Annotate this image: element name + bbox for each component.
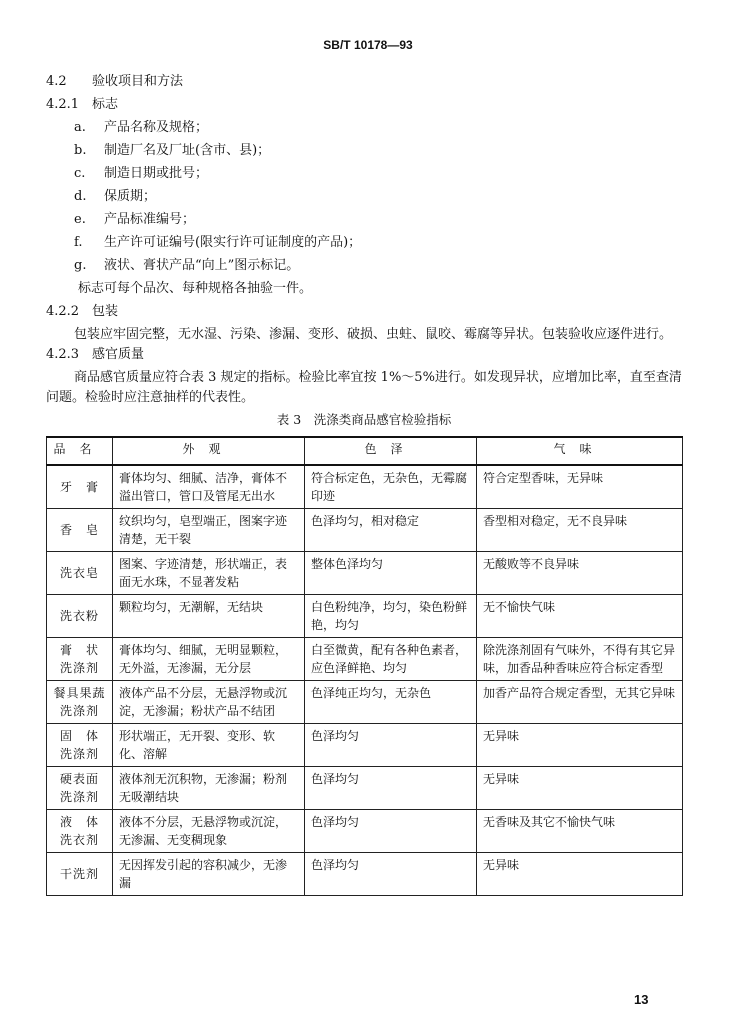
table-row <box>47 723 683 766</box>
list-item-text: 制造厂名及厂址(含市、县)； <box>104 143 271 158</box>
table-cell: 色泽纯正均匀，无杂色 <box>305 680 477 723</box>
list-item-text: 生产许可证编号(限实行许可证制度的产品)； <box>104 235 362 250</box>
list-item-label: f. <box>74 235 83 250</box>
table-cell: 白至微黄，配有各种色素者，应色泽鲜艳、均匀 <box>305 637 477 680</box>
table-row <box>47 637 683 680</box>
table-cell: 无酸败等不良异味 <box>477 551 683 594</box>
section-number: 4.2.3 <box>46 347 80 363</box>
section-title: 验收项目和方法 <box>92 74 184 89</box>
table-body <box>47 465 683 896</box>
document-body <box>46 72 682 896</box>
section-title: 包装 <box>92 304 119 319</box>
table-row <box>47 809 683 852</box>
list-item-text: 保质期； <box>104 189 157 204</box>
table-row <box>47 680 683 723</box>
table-row <box>47 551 683 594</box>
table-caption: 表 3 洗涤类商品感官检验指标 <box>276 412 452 428</box>
list-item-label: g. <box>74 258 87 273</box>
list-item-label: c. <box>74 166 86 181</box>
table-cell: 图案、字迹清楚，形状端正，表面无水珠，不显著发粘 <box>113 551 305 594</box>
table-cell: 颗粒均匀，无潮解，无结块 <box>113 594 305 637</box>
table-cell: 无香味及其它不愉快气味 <box>477 809 683 852</box>
section-4-2-3 <box>46 345 682 368</box>
list-item <box>46 187 682 210</box>
table-cell: 色泽均匀 <box>305 723 477 766</box>
table-cell: 无因挥发引起的容积减少，无渗漏 <box>113 852 305 895</box>
table-cell: 液体不分层，无悬浮物或沉淀，无渗漏、无变稠现象 <box>113 809 305 852</box>
table-cell: 液体剂无沉积物，无渗漏；粉剂无吸潮结块 <box>113 766 305 809</box>
column-header: 外观 <box>113 437 305 465</box>
list-item-label: d. <box>74 189 87 204</box>
table-header-row <box>47 437 683 465</box>
sensory-inspection-table <box>46 436 683 896</box>
section-number: 4.2 <box>46 74 67 89</box>
list-item-text: 产品标准编号； <box>104 212 196 227</box>
table-cell: 膏体均匀、细腻、洁净，膏体不溢出管口，管口及管尾无出水 <box>113 465 305 509</box>
section-number: 4.2.1 <box>46 97 80 112</box>
product-name-cell: 洗衣粉 <box>47 594 113 637</box>
product-name-cell: 固 体 洗涤剂 <box>47 723 113 766</box>
table-cell: 符合标定色，无杂色，无霉腐印迹 <box>305 465 477 509</box>
product-name-cell: 洗衣皂 <box>47 551 113 594</box>
column-header: 气味 <box>477 437 683 465</box>
table-cell: 无异味 <box>477 723 683 766</box>
table-row <box>47 508 683 551</box>
list-item-label: e. <box>74 212 86 227</box>
table-cell: 除洗涤剂固有气味外，不得有其它异味，加香品种香味应符合标定香型 <box>477 637 683 680</box>
table-cell: 色泽均匀 <box>305 809 477 852</box>
marking-list <box>46 118 682 279</box>
list-item-label: b. <box>74 143 87 158</box>
section-4-2 <box>46 72 682 95</box>
table-cell: 香型相对稳定，无不良异味 <box>477 508 683 551</box>
table-cell: 纹织均匀，皂型端正，图案字迹清楚，无干裂 <box>113 508 305 551</box>
list-item-text: 产品名称及规格； <box>104 120 209 135</box>
list-item <box>46 256 682 279</box>
list-item-text: 液状、膏状产品“向上”图示标记。 <box>104 258 300 273</box>
sensory-paragraph: 商品感官质量应符合表 3 规定的指标。检验比率宜按 1%～5%进行。如发现异状，应增加比率，直至查清问题。检验时应注意抽样的代表性。 <box>46 370 682 406</box>
packaging-paragraph: 包装应牢固完整，无水湿、污染、渗漏、变形、破损、虫蛀、鼠咬、霉腐等异状。包装验收应逐件进行。 <box>74 327 673 342</box>
product-name-cell: 干洗剂 <box>47 852 113 895</box>
list-item <box>46 164 682 187</box>
product-name-cell: 餐具果蔬 洗涤剂 <box>47 680 113 723</box>
list-item <box>46 118 682 141</box>
table-cell: 加香产品符合规定香型，无其它异味 <box>477 680 683 723</box>
table-cell: 膏体均匀、细腻，无明显颗粒，无外溢，无渗漏，无分层 <box>113 637 305 680</box>
product-name-cell: 硬表面 洗涤剂 <box>47 766 113 809</box>
list-item-label: a. <box>74 120 86 135</box>
column-header: 品名 <box>47 437 113 465</box>
table-row <box>47 465 683 509</box>
section-title: 感官质量 <box>92 347 145 363</box>
list-item <box>46 233 682 256</box>
marking-note: 标志可每个品次、每种规格各抽验一件。 <box>78 281 313 296</box>
table-cell: 整体色泽均匀 <box>305 551 477 594</box>
table-cell: 无异味 <box>477 766 683 809</box>
table-cell: 形状端正，无开裂、变形、软化、溶解 <box>113 723 305 766</box>
table-row <box>47 594 683 637</box>
list-item-text: 制造日期或批号； <box>104 166 209 181</box>
section-title: 标志 <box>92 97 119 112</box>
section-4-2-2 <box>46 302 682 325</box>
table-cell: 符合定型香味，无异味 <box>477 465 683 509</box>
list-item <box>46 141 682 164</box>
product-name-cell: 香 皂 <box>47 508 113 551</box>
table-row <box>47 766 683 809</box>
table-cell: 液体产品不分层，无悬浮物或沉淀，无渗漏；粉状产品不结团 <box>113 680 305 723</box>
table-cell: 白色粉纯净，均匀，染色粉鲜艳，均匀 <box>305 594 477 637</box>
table-cell: 色泽均匀 <box>305 766 477 809</box>
page-number: 13 <box>634 992 649 1007</box>
section-4-2-1 <box>46 95 682 118</box>
column-header: 色泽 <box>305 437 477 465</box>
table-cell: 色泽均匀 <box>305 852 477 895</box>
table-row <box>47 852 683 895</box>
product-name-cell: 膏 状 洗涤剂 <box>47 637 113 680</box>
product-name-cell: 牙 膏 <box>47 465 113 509</box>
product-name-cell: 液 体 洗衣剂 <box>47 809 113 852</box>
table-cell: 无异味 <box>477 852 683 895</box>
section-number: 4.2.2 <box>46 304 80 319</box>
table-cell: 色泽均匀，相对稳定 <box>305 508 477 551</box>
list-item <box>46 210 682 233</box>
standard-code-header: SB/T 10178—93 <box>323 38 413 52</box>
table-cell: 无不愉快气味 <box>477 594 683 637</box>
